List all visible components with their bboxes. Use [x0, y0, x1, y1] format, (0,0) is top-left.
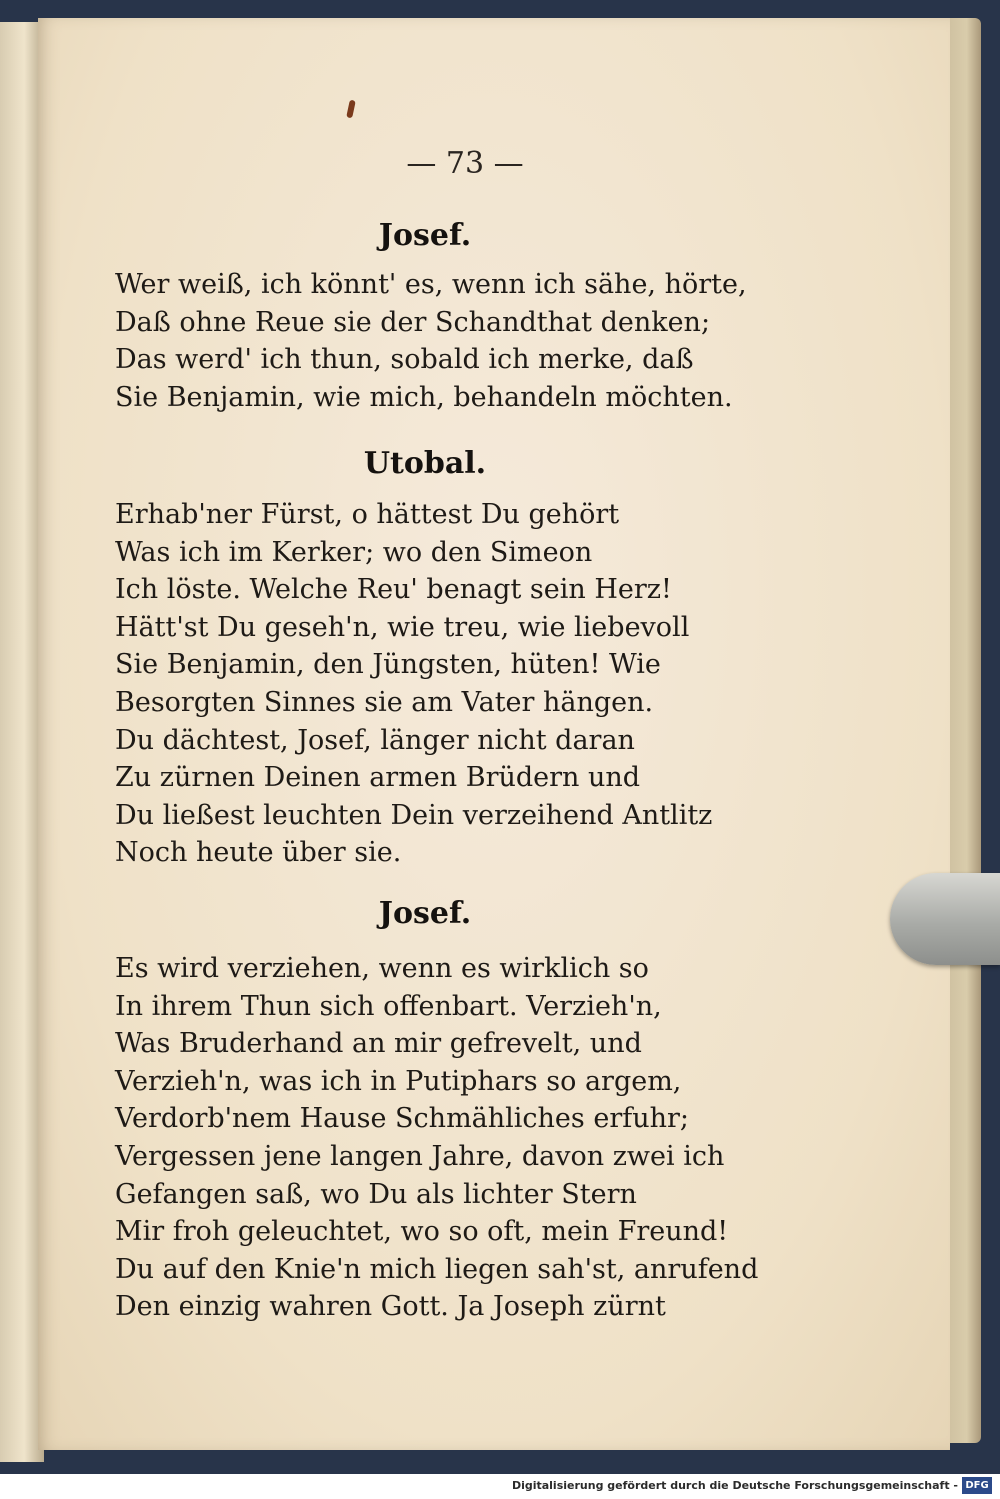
verse-line: Was ich im Kerker; wo den Simeon	[115, 536, 593, 568]
speaker-heading: Utobal.	[363, 446, 487, 481]
verse-block	[115, 496, 735, 872]
speaker-heading: Josef.	[378, 896, 472, 931]
verse-line: Zu zürnen Deinen armen Brüdern und	[115, 762, 641, 794]
verse-line: Verzieh'n, was ich in Putiphars so argem,	[115, 1065, 682, 1097]
speaker-heading: Josef.	[378, 218, 472, 253]
verse-line: Ich löste. Welche Reu' benagt sein Herz!	[115, 574, 672, 606]
verse-line: Du ließest leuchten Dein verzeihend Antlitz	[115, 799, 713, 831]
verse-line: Vergessen jene langen Jahre, davon zwei ich	[115, 1140, 725, 1172]
funding-notice: Digitalisierung gefördert durch die Deutsche Forschungsgemeinschaft -	[511, 1479, 958, 1492]
verse-line: Es wird verziehen, wenn es wirklich so	[115, 953, 649, 984]
verse-line: Hätt'st Du geseh'n, wie treu, wie liebevoll	[115, 611, 690, 643]
verse-line: Das werd' ich thun, sobald ich merke, daß	[115, 344, 694, 376]
verse-block	[115, 950, 759, 1326]
verse-line: Sie Benjamin, den Jüngsten, hüten! Wie	[115, 649, 661, 681]
page-number: — 73 —	[406, 146, 524, 181]
verse-line: Gefangen saß, wo Du als lichter Stern	[115, 1178, 637, 1210]
verse-line: Wer weiß, ich könnt' es, wenn ich sähe, hörte,	[115, 269, 747, 300]
verse-line: Was Bruderhand an mir gefrevelt, und	[115, 1028, 642, 1060]
verse-line: Du dächtest, Josef, länger nicht daran	[115, 724, 635, 756]
footer-bar	[0, 1474, 1000, 1499]
verse-line: Noch heute über sie.	[115, 837, 402, 869]
verse-line: Verdorb'nem Hause Schmähliches erfuhr;	[115, 1103, 690, 1135]
verse-line: Mir froh geleuchtet, wo so oft, mein Freund!	[115, 1216, 729, 1248]
dfg-logo: DFG	[962, 1477, 992, 1494]
verse-line: In ihrem Thun sich offenbart. Verzieh'n,	[115, 990, 662, 1022]
verse-line: Besorgten Sinnes sie am Vater hängen.	[115, 686, 654, 718]
verse-line: Sie Benjamin, wie mich, behandeln möchten.	[115, 381, 733, 413]
verse-block	[115, 266, 747, 416]
verse-line: Daß ohne Reue sie der Schandthat denken;	[115, 306, 711, 338]
page-clip	[890, 873, 1000, 965]
verse-line: Den einzig wahren Gott. Ja Joseph zürnt	[115, 1291, 666, 1323]
book-page-edges-right	[945, 18, 981, 1443]
verse-line: Erhab'ner Fürst, o hättest Du gehört	[115, 499, 620, 530]
verse-line: Du auf den Knie'n mich liegen sah'st, anrufend	[115, 1253, 759, 1285]
